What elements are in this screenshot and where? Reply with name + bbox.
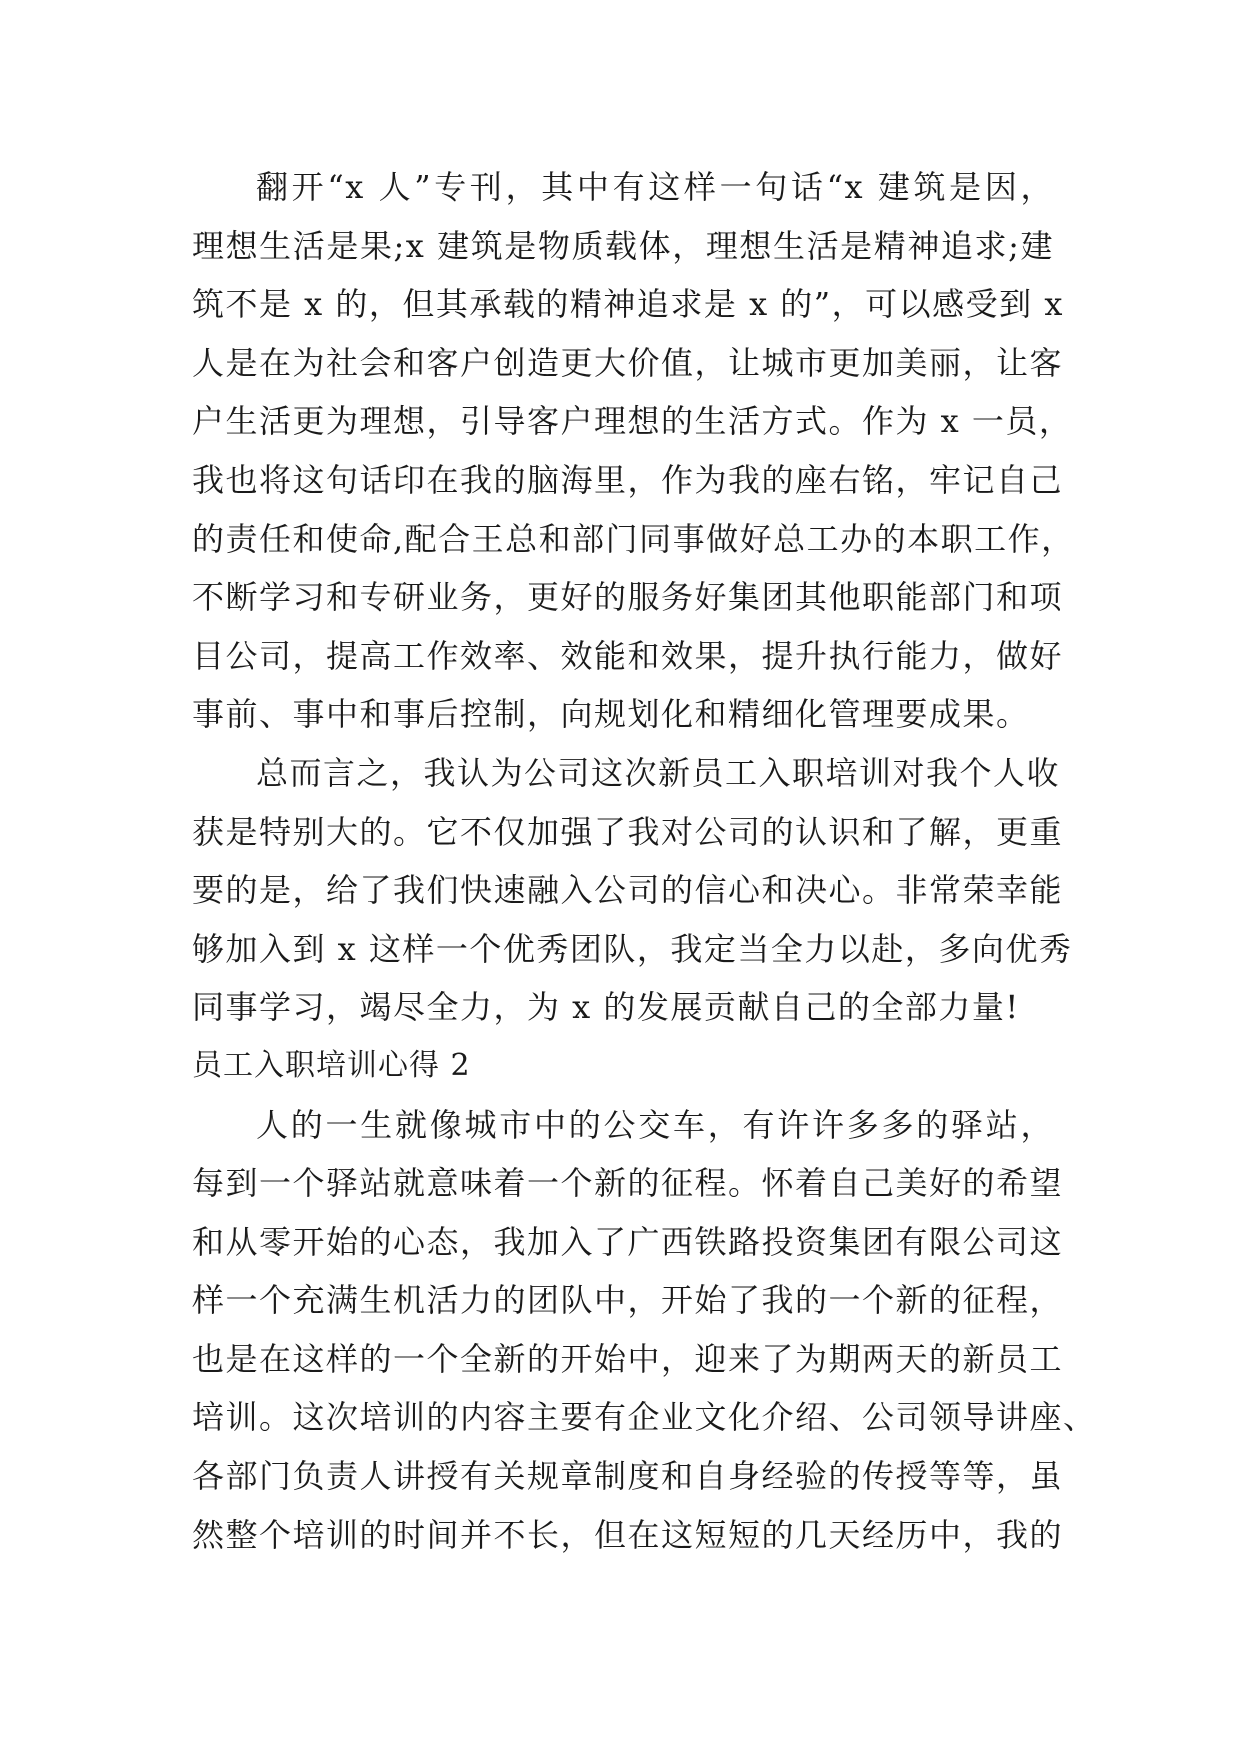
- text-line: 样一个充满生机活力的团队中，开始了我的一个新的征程，: [192, 1281, 1064, 1320]
- section-heading: 员工入职培训心得 2: [192, 1047, 471, 1083]
- document-body: [192, 158, 1097, 1564]
- text-line: 和从零开始的心态，我加入了广西铁路投资集团有限公司这: [192, 1222, 1064, 1261]
- text-line: 人是在为社会和客户创造更大价值，让城市更加美丽，让客: [192, 343, 1064, 382]
- text-line: 要的是，给了我们快速融入公司的信心和决心。非常荣幸能: [192, 871, 1064, 910]
- text-line: 翻开“x 人”专刊，其中有这样一句话“x 建筑是因，: [256, 168, 1054, 206]
- text-line: 也是在这样的一个全新的开始中，迎来了为期两天的新员工: [192, 1339, 1064, 1378]
- text-line: 获是特别大的。它不仅加强了我对公司的认识和了解，更重: [192, 812, 1064, 851]
- paragraph-2: [192, 744, 1073, 1037]
- text-line: 各部门负责人讲授有关规章制度和自身经验的传授等等，虽: [192, 1457, 1064, 1496]
- paragraph-1: [192, 158, 1075, 744]
- text-line: 目公司，提高工作效率、效能和效果，提升执行能力，做好: [192, 636, 1064, 675]
- text-line: 同事学习，竭尽全力，为 x 的发展贡献自己的全部力量!: [192, 988, 1020, 1027]
- text-line: 人的一生就像城市中的公交车，有许许多多的驿站，: [256, 1105, 1054, 1144]
- text-line: 理想生活是果;x 建筑是物质载体，理想生活是精神追求;建: [192, 226, 1054, 265]
- text-line: 然整个培训的时间并不长，但在这短短的几天经历中，我的: [192, 1515, 1064, 1554]
- text-line: 的责任和使命,配合王总和部门同事做好总工办的本职工作，: [192, 519, 1075, 558]
- text-line: 培训。这次培训的内容主要有企业文化介绍、公司领导讲座、: [192, 1398, 1097, 1437]
- text-line: 我也将这句话印在我的脑海里，作为我的座右铭，牢记自己: [192, 460, 1064, 499]
- text-line: 每到一个驿站就意味着一个新的征程。怀着自己美好的希望: [192, 1164, 1064, 1203]
- text-line: 不断学习和专研业务，更好的服务好集团其他职能部门和项: [192, 578, 1064, 617]
- text-line: 总而言之，我认为公司这次新员工入职培训对我个人收: [256, 753, 1061, 792]
- paragraph-3: [192, 1096, 1097, 1565]
- text-line: 户生活更为理想，引导客户理想的生活方式。作为 x 一员，: [192, 402, 1073, 441]
- text-line: 筑不是 x 的，但其承载的精神追求是 x 的”，可以感受到 x: [192, 285, 1064, 324]
- text-line: 事前、事中和事后控制，向规划化和精细化管理要成果。: [192, 695, 1030, 734]
- text-line: 够加入到 x 这样一个优秀团队，我定当全力以赴，多向优秀: [192, 929, 1073, 968]
